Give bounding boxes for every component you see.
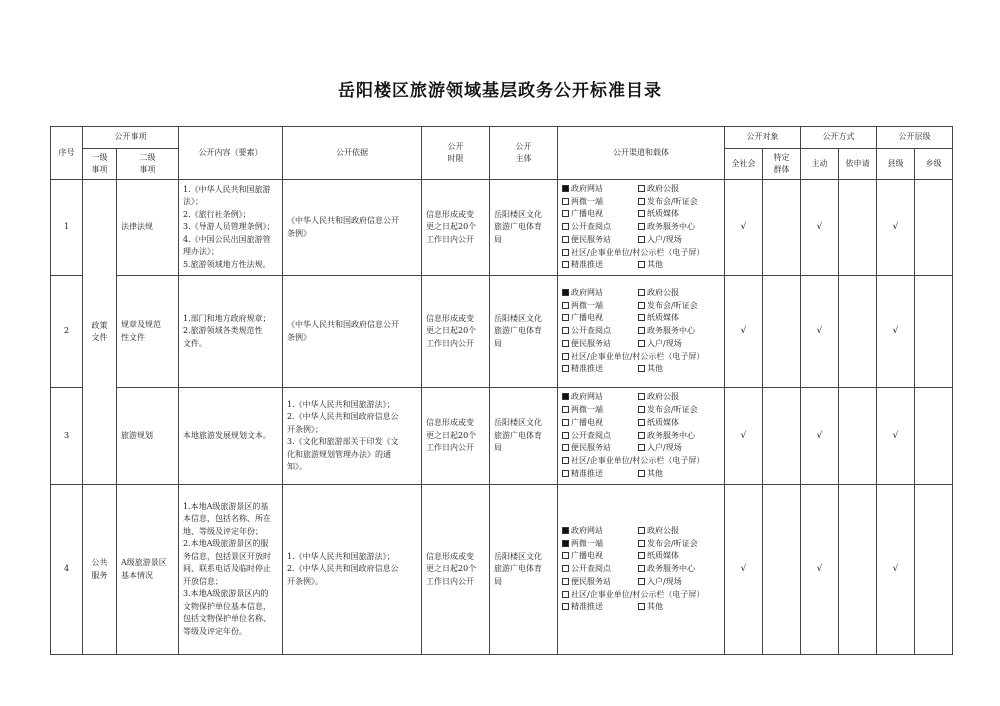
channel-checkbox bbox=[638, 470, 645, 477]
channel-option: 便民服务站 bbox=[562, 442, 638, 455]
content-line: 法》； bbox=[183, 197, 203, 207]
row-subject bbox=[490, 180, 558, 276]
level-county-check: √ bbox=[877, 180, 915, 276]
channel-option: 政府公报 bbox=[638, 391, 728, 404]
time-line: 信息形成或变 bbox=[426, 418, 474, 428]
content-line: 1.本地A级旅游景区的基 bbox=[183, 501, 269, 511]
channel-checkbox bbox=[638, 185, 645, 192]
channel-option: 社区/企事业单位/村公示栏（电子屏） bbox=[562, 455, 728, 468]
channel-option: 入户/现场 bbox=[638, 442, 728, 455]
channel-checkbox bbox=[562, 457, 569, 464]
channel-option: 其他 bbox=[638, 259, 728, 272]
header-content: 公开内容（要素） bbox=[179, 127, 283, 180]
row-time bbox=[422, 180, 490, 276]
subject-line: 局 bbox=[494, 234, 502, 244]
channel-checkbox bbox=[562, 365, 569, 372]
channel-checkbox bbox=[638, 314, 645, 321]
channel-list bbox=[558, 391, 724, 481]
mode-active-check: √ bbox=[801, 276, 839, 388]
row-seq: 4 bbox=[51, 485, 83, 655]
channel-checkbox bbox=[562, 565, 569, 572]
basis-line: 开条例》。 bbox=[287, 576, 323, 586]
channel-checkbox bbox=[562, 249, 569, 256]
channel-checkbox bbox=[562, 198, 569, 205]
channel-option: 政府公报 bbox=[638, 183, 728, 196]
content-line: 3.《导游人员管理条例》； bbox=[183, 222, 275, 232]
channel-option: 入户/现场 bbox=[638, 234, 728, 247]
header-mode-group: 公开方式 bbox=[801, 127, 877, 149]
channel-option: 便民服务站 bbox=[562, 576, 638, 589]
channel-option: 纸质媒体 bbox=[638, 312, 728, 325]
channel-checkbox bbox=[638, 210, 645, 217]
header-mode-request: 依申请 bbox=[839, 149, 877, 180]
mode-active-check: √ bbox=[801, 180, 839, 276]
target-specific-cell bbox=[763, 276, 801, 388]
content-line: 本地旅游发展规划文本。 bbox=[183, 430, 271, 440]
content-line: 5.旅游领域地方性法规。 bbox=[183, 259, 271, 269]
row-channel bbox=[558, 276, 725, 388]
level-town-cell bbox=[915, 276, 953, 388]
time-line: 更之日起20个 bbox=[426, 326, 477, 336]
content-line: 1.部门和地方政府规章； bbox=[183, 313, 271, 323]
subject-line: 局 bbox=[494, 576, 502, 586]
content-line: 务信息，包括景区开放时 bbox=[183, 551, 271, 561]
channel-checkbox bbox=[638, 552, 645, 559]
header-time: 公开 时限 bbox=[422, 127, 490, 180]
channel-checkbox bbox=[638, 327, 645, 334]
channel-option: 发布会/听证会 bbox=[638, 196, 728, 209]
subject-line: 旅游广电体育 bbox=[494, 326, 542, 336]
row-level1: 政策 文件 bbox=[83, 180, 117, 485]
header-item-group: 公开事项 bbox=[83, 127, 179, 149]
time-line: 更之日起20个 bbox=[426, 430, 477, 440]
channel-checkbox bbox=[562, 406, 569, 413]
subject-line: 岳阳楼区文化 bbox=[494, 551, 542, 561]
channel-checkbox bbox=[638, 565, 645, 572]
header-level2: 二级 事项 bbox=[117, 149, 179, 180]
row-seq: 3 bbox=[51, 388, 83, 485]
channel-checkbox bbox=[562, 591, 569, 598]
mode-request-cell bbox=[839, 276, 877, 388]
row-time bbox=[422, 388, 490, 485]
channel-checkbox bbox=[562, 353, 569, 360]
channel-checkbox bbox=[562, 340, 569, 347]
content-line: 间、联系电话及临时停止 bbox=[183, 564, 271, 574]
subject-line: 旅游广电体育 bbox=[494, 222, 542, 232]
channel-option: 其他 bbox=[638, 363, 728, 376]
channel-option: 入户/现场 bbox=[638, 576, 728, 589]
target-all-check: √ bbox=[725, 485, 763, 655]
row-level1: 公共 服务 bbox=[83, 485, 117, 655]
channel-option: 政府网站 bbox=[562, 183, 638, 196]
content-line: 2.《旅行社条例》； bbox=[183, 209, 251, 219]
time-line: 更之日起20个 bbox=[426, 564, 477, 574]
level-town-cell bbox=[915, 485, 953, 655]
disclosure-table bbox=[50, 126, 953, 655]
channel-checkbox bbox=[638, 393, 645, 400]
channel-checkbox bbox=[562, 261, 569, 268]
channel-option: 发布会/听证会 bbox=[638, 404, 728, 417]
channel-checkbox bbox=[638, 365, 645, 372]
mode-request-cell bbox=[839, 485, 877, 655]
content-line: 本信息，包括名称、所在 bbox=[183, 514, 271, 524]
row-basis bbox=[283, 276, 422, 388]
channel-option: 公开查阅点 bbox=[562, 563, 638, 576]
channel-option: 广播电视 bbox=[562, 417, 638, 430]
channel-checkbox bbox=[638, 419, 645, 426]
channel-option: 精准推送 bbox=[562, 259, 638, 272]
target-specific-cell bbox=[763, 180, 801, 276]
channel-option: 纸质媒体 bbox=[638, 208, 728, 221]
basis-line: 条例》 bbox=[287, 228, 311, 238]
channel-checkbox bbox=[638, 540, 645, 547]
row-basis bbox=[283, 180, 422, 276]
target-specific-cell bbox=[763, 388, 801, 485]
content-line: 开放信息； bbox=[183, 576, 223, 586]
level-town-cell bbox=[915, 180, 953, 276]
content-line: 4.《中国公民出国旅游管 bbox=[183, 234, 271, 244]
channel-option: 纸质媒体 bbox=[638, 550, 728, 563]
row-basis bbox=[283, 388, 422, 485]
row-level2: 规章及规范 性文件 bbox=[117, 276, 179, 388]
channel-checkbox bbox=[638, 432, 645, 439]
table-row bbox=[51, 485, 953, 655]
channel-checkbox bbox=[638, 340, 645, 347]
subject-line: 旅游广电体育 bbox=[494, 564, 542, 574]
content-line: 文件。 bbox=[183, 338, 207, 348]
level-county-check: √ bbox=[877, 388, 915, 485]
content-line: 包括文物保护单位名称、 bbox=[183, 614, 271, 624]
header-target-all: 全社会 bbox=[725, 149, 763, 180]
channel-option: 便民服务站 bbox=[562, 338, 638, 351]
content-line: 理办法》； bbox=[183, 247, 219, 257]
channel-option: 公开查阅点 bbox=[562, 221, 638, 234]
table-row bbox=[51, 276, 953, 388]
mode-request-cell bbox=[839, 180, 877, 276]
channel-checkbox bbox=[562, 527, 569, 534]
row-basis bbox=[283, 485, 422, 655]
basis-line: 3.《文化和旅游部关于印发《文 bbox=[287, 437, 399, 446]
subject-line: 岳阳楼区文化 bbox=[494, 209, 542, 219]
page-title: 岳阳楼区旅游领域基层政务公开标准目录 bbox=[338, 81, 662, 101]
header-level-county: 县级 bbox=[877, 149, 915, 180]
subject-line: 局 bbox=[494, 338, 502, 348]
channel-option: 精准推送 bbox=[562, 468, 638, 481]
basis-line: 《中华人民共和国政府信息公开 bbox=[287, 320, 399, 329]
time-line: 工作日内公开 bbox=[426, 234, 474, 244]
basis-line: 1.《中华人民共和国旅游法》； bbox=[287, 551, 395, 561]
target-all-check: √ bbox=[725, 388, 763, 485]
channel-checkbox bbox=[638, 236, 645, 243]
channel-checkbox bbox=[638, 444, 645, 451]
channel-option: 广播电视 bbox=[562, 208, 638, 221]
channel-option: 便民服务站 bbox=[562, 234, 638, 247]
channel-option: 公开查阅点 bbox=[562, 325, 638, 338]
header-mode-active: 主动 bbox=[801, 149, 839, 180]
target-specific-cell bbox=[763, 485, 801, 655]
channel-checkbox bbox=[562, 603, 569, 610]
channel-option: 政务服务中心 bbox=[638, 430, 728, 443]
level-county-check: √ bbox=[877, 276, 915, 388]
channel-checkbox bbox=[562, 289, 569, 296]
channel-checkbox bbox=[562, 185, 569, 192]
channel-checkbox bbox=[562, 302, 569, 309]
header-level-town: 乡级 bbox=[915, 149, 953, 180]
channel-checkbox bbox=[638, 289, 645, 296]
header-seq: 序号 bbox=[51, 127, 83, 180]
channel-option: 政府公报 bbox=[638, 287, 728, 300]
header-channel: 公开渠道和载体 bbox=[558, 127, 725, 180]
channel-checkbox bbox=[562, 393, 569, 400]
channel-checkbox bbox=[638, 198, 645, 205]
row-subject bbox=[490, 388, 558, 485]
channel-checkbox bbox=[562, 210, 569, 217]
channel-option: 政务服务中心 bbox=[638, 563, 728, 576]
subject-line: 局 bbox=[494, 443, 502, 453]
basis-line: 《中华人民共和国政府信息公开 bbox=[287, 216, 399, 225]
row-channel bbox=[558, 388, 725, 485]
channel-list bbox=[558, 525, 724, 615]
channel-option: 精准推送 bbox=[562, 363, 638, 376]
channel-option: 两微一端 bbox=[562, 300, 638, 313]
header-level1: 一级 事项 bbox=[83, 149, 117, 180]
channel-checkbox bbox=[638, 261, 645, 268]
content-line: 等级及评定年份。 bbox=[183, 626, 247, 636]
time-line: 信息形成或变 bbox=[426, 551, 474, 561]
row-content bbox=[179, 180, 283, 276]
row-content bbox=[179, 388, 283, 485]
channel-option: 两微一端 bbox=[562, 196, 638, 209]
time-line: 更之日起20个 bbox=[426, 222, 477, 232]
content-line: 2.旅游领域各类规范性 bbox=[183, 326, 263, 336]
basis-line: 开条例》； bbox=[287, 424, 323, 434]
channel-checkbox bbox=[638, 578, 645, 585]
header-target-group: 公开对象 bbox=[725, 127, 801, 149]
channel-checkbox bbox=[562, 444, 569, 451]
channel-checkbox bbox=[562, 419, 569, 426]
time-line: 信息形成或变 bbox=[426, 313, 474, 323]
table-row bbox=[51, 388, 953, 485]
channel-option: 政府网站 bbox=[562, 525, 638, 538]
channel-option: 发布会/听证会 bbox=[638, 538, 728, 551]
header-target-specific: 特定 群体 bbox=[763, 149, 801, 180]
row-seq: 2 bbox=[51, 276, 83, 388]
row-content bbox=[179, 276, 283, 388]
row-level2: 法律法规 bbox=[117, 180, 179, 276]
channel-option: 政务服务中心 bbox=[638, 325, 728, 338]
channel-list bbox=[558, 183, 724, 273]
content-line: 2.本地A级旅游景区的服 bbox=[183, 539, 269, 549]
channel-checkbox bbox=[562, 578, 569, 585]
mode-active-check: √ bbox=[801, 388, 839, 485]
channel-option: 公开查阅点 bbox=[562, 430, 638, 443]
row-time bbox=[422, 276, 490, 388]
channel-option: 社区/企事业单位/村公示栏（电子屏） bbox=[562, 247, 728, 260]
header-subject: 公开 主体 bbox=[490, 127, 558, 180]
channel-option: 政务服务中心 bbox=[638, 221, 728, 234]
level-town-cell bbox=[915, 388, 953, 485]
channel-option: 其他 bbox=[638, 601, 728, 614]
channel-option: 精准推送 bbox=[562, 601, 638, 614]
time-line: 信息形成或变 bbox=[426, 209, 474, 219]
row-level2: 旅游规划 bbox=[117, 388, 179, 485]
basis-line: 条例》 bbox=[287, 332, 311, 342]
header-level-group: 公开层级 bbox=[877, 127, 953, 149]
level-county-check: √ bbox=[877, 485, 915, 655]
row-content bbox=[179, 485, 283, 655]
row-level2: A级旅游景区 基本情况 bbox=[117, 485, 179, 655]
header-basis: 公开依据 bbox=[283, 127, 422, 180]
channel-option: 广播电视 bbox=[562, 550, 638, 563]
channel-option: 政府网站 bbox=[562, 287, 638, 300]
subject-line: 旅游广电体育 bbox=[494, 430, 542, 440]
channel-checkbox bbox=[562, 314, 569, 321]
channel-option: 政府公报 bbox=[638, 525, 728, 538]
channel-checkbox bbox=[562, 236, 569, 243]
target-all-check: √ bbox=[725, 276, 763, 388]
basis-line: 2.《中华人民共和国政府信息公 bbox=[287, 412, 399, 421]
channel-option: 入户/现场 bbox=[638, 338, 728, 351]
mode-request-cell bbox=[839, 388, 877, 485]
channel-option: 发布会/听证会 bbox=[638, 300, 728, 313]
header-row-1 bbox=[51, 127, 953, 149]
channel-checkbox bbox=[562, 552, 569, 559]
basis-line: 化和旅游规划管理办法》的通 bbox=[287, 449, 391, 459]
content-line: 地、等级及评定年份； bbox=[183, 526, 263, 536]
mode-active-check: √ bbox=[801, 485, 839, 655]
target-all-check: √ bbox=[725, 180, 763, 276]
content-line: 1.《中华人民共和国旅游 bbox=[183, 184, 271, 194]
subject-line: 岳阳楼区文化 bbox=[494, 418, 542, 428]
channel-option: 广播电视 bbox=[562, 312, 638, 325]
time-line: 工作日内公开 bbox=[426, 576, 474, 586]
table-row bbox=[51, 180, 953, 276]
basis-line: 知》。 bbox=[287, 462, 307, 471]
subject-line: 岳阳楼区文化 bbox=[494, 313, 542, 323]
channel-checkbox bbox=[562, 540, 569, 547]
channel-option: 其他 bbox=[638, 468, 728, 481]
row-time bbox=[422, 485, 490, 655]
row-channel bbox=[558, 485, 725, 655]
channel-checkbox bbox=[638, 603, 645, 610]
content-line: 3.本地A级旅游景区内的 bbox=[183, 589, 269, 599]
content-line: 文物保护单位基本信息， bbox=[183, 601, 271, 611]
time-line: 工作日内公开 bbox=[426, 443, 474, 453]
channel-checkbox bbox=[562, 470, 569, 477]
channel-checkbox bbox=[562, 432, 569, 439]
row-subject bbox=[490, 276, 558, 388]
basis-line: 1.《中华人民共和国旅游法》； bbox=[287, 399, 395, 409]
channel-checkbox bbox=[638, 223, 645, 230]
channel-option: 政府网站 bbox=[562, 391, 638, 404]
channel-option: 社区/企事业单位/村公示栏（电子屏） bbox=[562, 589, 728, 602]
row-channel bbox=[558, 180, 725, 276]
basis-line: 2.《中华人民共和国政府信息公 bbox=[287, 564, 399, 574]
row-subject bbox=[490, 485, 558, 655]
channel-option: 两微一端 bbox=[562, 404, 638, 417]
channel-checkbox bbox=[638, 302, 645, 309]
channel-option: 两微一端 bbox=[562, 538, 638, 551]
row-seq: 1 bbox=[51, 180, 83, 276]
channel-checkbox bbox=[562, 327, 569, 334]
time-line: 工作日内公开 bbox=[426, 338, 474, 348]
channel-checkbox bbox=[638, 406, 645, 413]
channel-list bbox=[558, 287, 724, 377]
channel-checkbox bbox=[562, 223, 569, 230]
channel-checkbox bbox=[638, 527, 645, 534]
channel-option: 纸质媒体 bbox=[638, 417, 728, 430]
channel-option: 社区/企事业单位/村公示栏（电子屏） bbox=[562, 351, 728, 364]
